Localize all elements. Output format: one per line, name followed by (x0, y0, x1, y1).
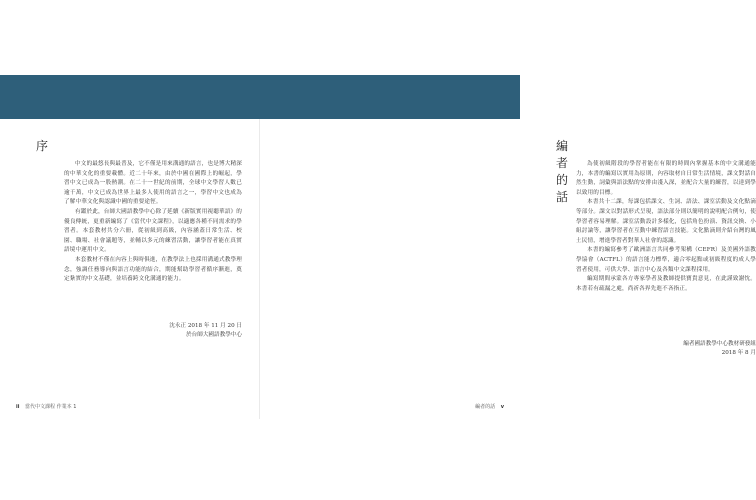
left-page-number: ii (16, 404, 20, 410)
editors-note-signature (576, 340, 756, 358)
left-page (0, 0, 260, 500)
right-page-running-title: 編者的話 (475, 404, 496, 410)
editors-note-paragraph: 為使初級階段的學習者能在有限的時間內掌握基本的中文溝通能力，本書的編寫以實用為原則，內容取材自日常生活情境，課文對話自然生動，詞彙與語法點的安排由淺入深，並配合大量的練習，以達到學以致用的目標。 (576, 161, 756, 196)
editors-note-signature-date: 2018 年 8 月 (721, 350, 756, 356)
right-page (260, 0, 756, 500)
preface-title: 序 (36, 139, 52, 153)
left-page-footer (12, 403, 76, 410)
editors-note-title: 編者的話 (556, 139, 572, 204)
preface-signature-org: 於台師大國語教學中心 (186, 332, 242, 338)
preface-paragraph: 中文的最悠長與最普及，它不僅是用來溝通的語言，也是博大精深的中華文化的重要載體。近二十年來，由於中國在國際上的崛起，學習中文已成為一股熱潮。在二十一世紀的前期，全球中文學習人數已逾千萬，中文已成為世界上最多人使用的語言之一，學習中文也成為了解中華文化與認識中國的重要途徑。 (64, 161, 242, 206)
left-page-running-title: 當代中文課程 作業本 1 (25, 404, 77, 410)
preface-signature-date: 沈永正 2018 年 11 月 20 日 (169, 323, 242, 329)
preface-paragraph: 有鑑於此，台師大國語教學中心除了延續《新版實用視聽華語》的優良傳統，更重新編寫了《當代中文課程》，以適應各種不同需求的學習者。本套教材共分六冊，從初級到高級，內容涵蓋日常生活、校園、職場、社會議題等，並輔以多元的練習活動，讓學習者能在真實語境中運用中文。 (64, 208, 242, 254)
preface-paragraph: 本套教材不僅在內容上與時俱進，在教學法上也採用溝通式教學理念，強調任務導向與語言功能的結合，期能幫助學習者循序漸進，奠定紮實的中文基礎，並培養跨文化溝通的能力。 (64, 256, 242, 283)
editors-note-paragraph: 本書的編寫參考了歐洲語言共同參考架構（CEFR）及美國外語教學協會（ACTFL）的語言能力標準，適合零起點或初級程度的成人學習者使用，可供大學、語言中心及各類中文課程採用。 (576, 247, 756, 273)
editors-note-paragraph: 編寫期間承蒙各方專家學者及教師提供寶貴意見，在此謹致謝忱。本書若有疏漏之處，尚祈各界先進不吝指正。 (576, 276, 756, 292)
right-page-footer (475, 403, 508, 410)
editors-note-body (576, 160, 756, 294)
editors-note-signature-org: 編者國語教學中心教材研發組 (683, 341, 756, 347)
editors-note-paragraph: 本書共十二課，每課包括課文、生詞、語法、課室活動及文化點滴等部分。課文以對話形式呈現，語法部分則以簡明的說明配合例句，使學習者容易理解。課室活動設計多樣化，包括角色扮演、資訊交換、小組討論等，讓學習者在互動中練習語言技能。文化點滴則介紹台灣的風土民情，增進學習者對華人社會的認識。 (576, 199, 756, 244)
right-page-number: v (500, 404, 504, 410)
preface-body (64, 160, 242, 285)
preface-signature (64, 322, 242, 340)
